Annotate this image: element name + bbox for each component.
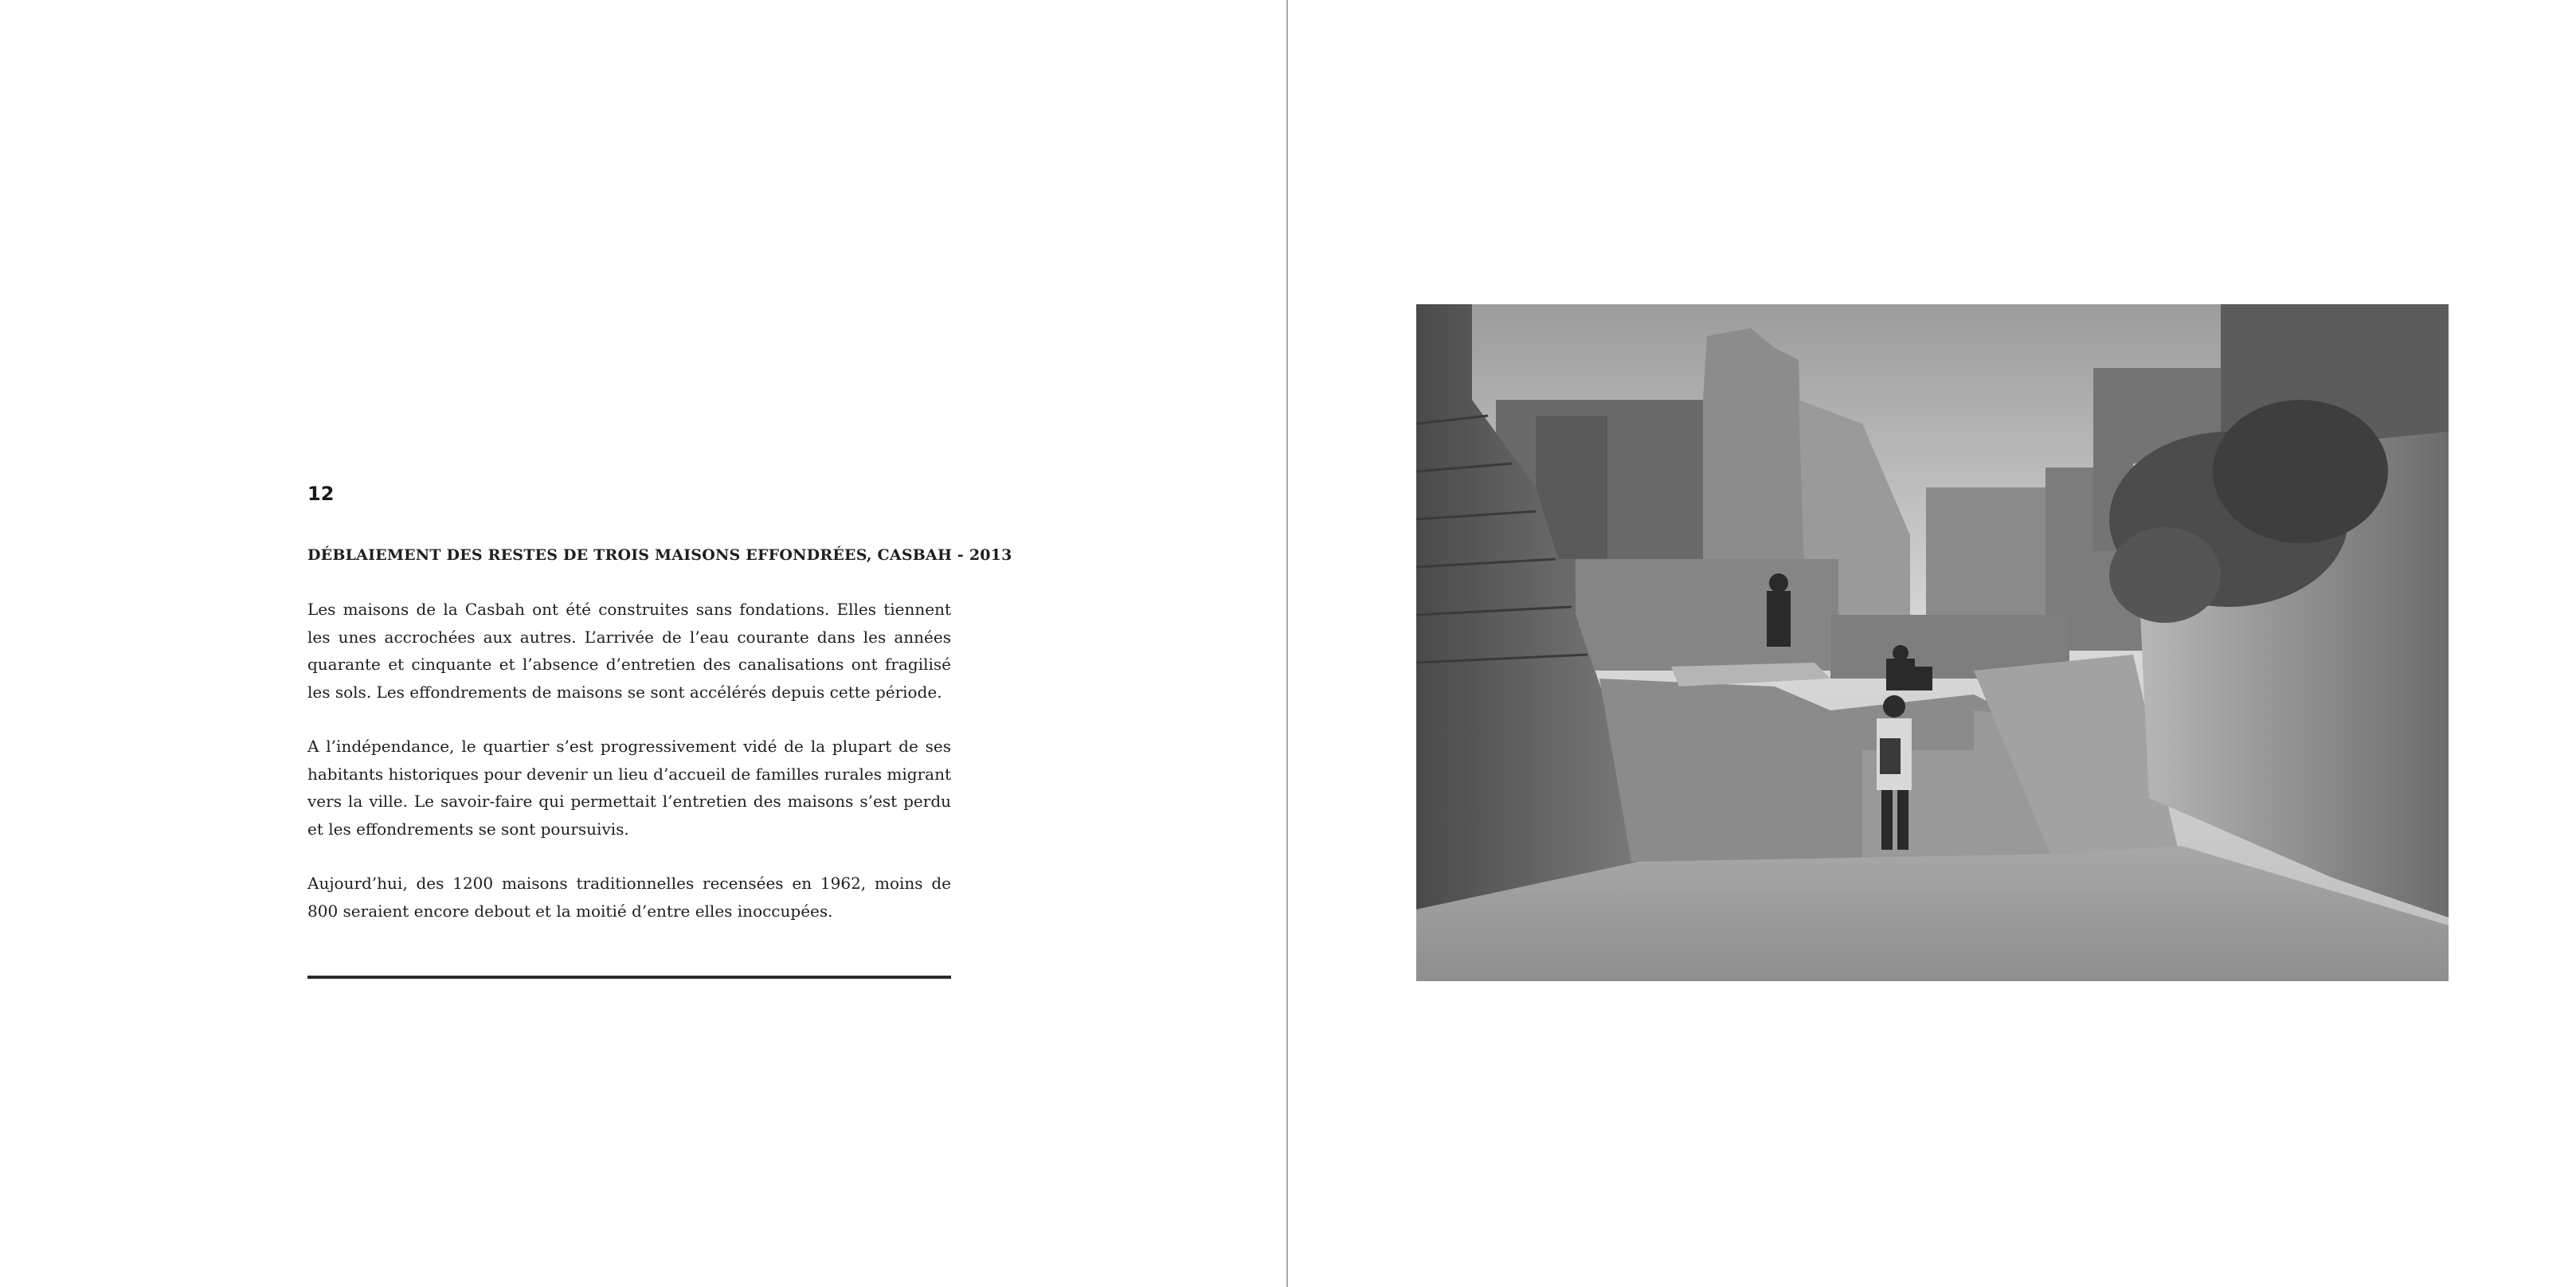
text-block [307, 478, 1012, 952]
section-rule [307, 976, 951, 979]
photo-illustration [1416, 304, 2449, 981]
caption-title: DÉBLAIEMENT DES RESTES DE TROIS MAISONS EFFONDRÉES, CASBAH - 2013 [307, 546, 1012, 564]
paragraph-2: A l’indépendance, le quartier s’est progressivement vidé de la plupart de ses habitants historiques pour devenir un lieu d’accueil de familles rurales migrant vers la ville. Le savoir-faire qui permettait l’entretien des maisons s’est perdu et les effondrements se sont poursuivis. [307, 737, 951, 839]
left-page [0, 0, 1286, 1287]
paragraph-3: Aujourd’hui, des 1200 maisons traditionnelles recensées en 1962, moins de 800 seraient encore debout et la moitié d’entre elles inoccupées. [307, 874, 951, 921]
paragraph-1: Les maisons de la Casbah ont été construites sans fondations. Elles tiennent les unes accrochées aux autres. L’arrivée de l’eau courante dans les années quarante et cinquante et l’absence d’entretien des canalisations ont fragilisé les sols. Les effondrements de maisons se sont accélérés depuis cette période. [307, 600, 951, 702]
right-page [1288, 0, 2576, 1287]
page-number: 12 [307, 483, 335, 505]
casbah-photograph [1416, 304, 2449, 981]
